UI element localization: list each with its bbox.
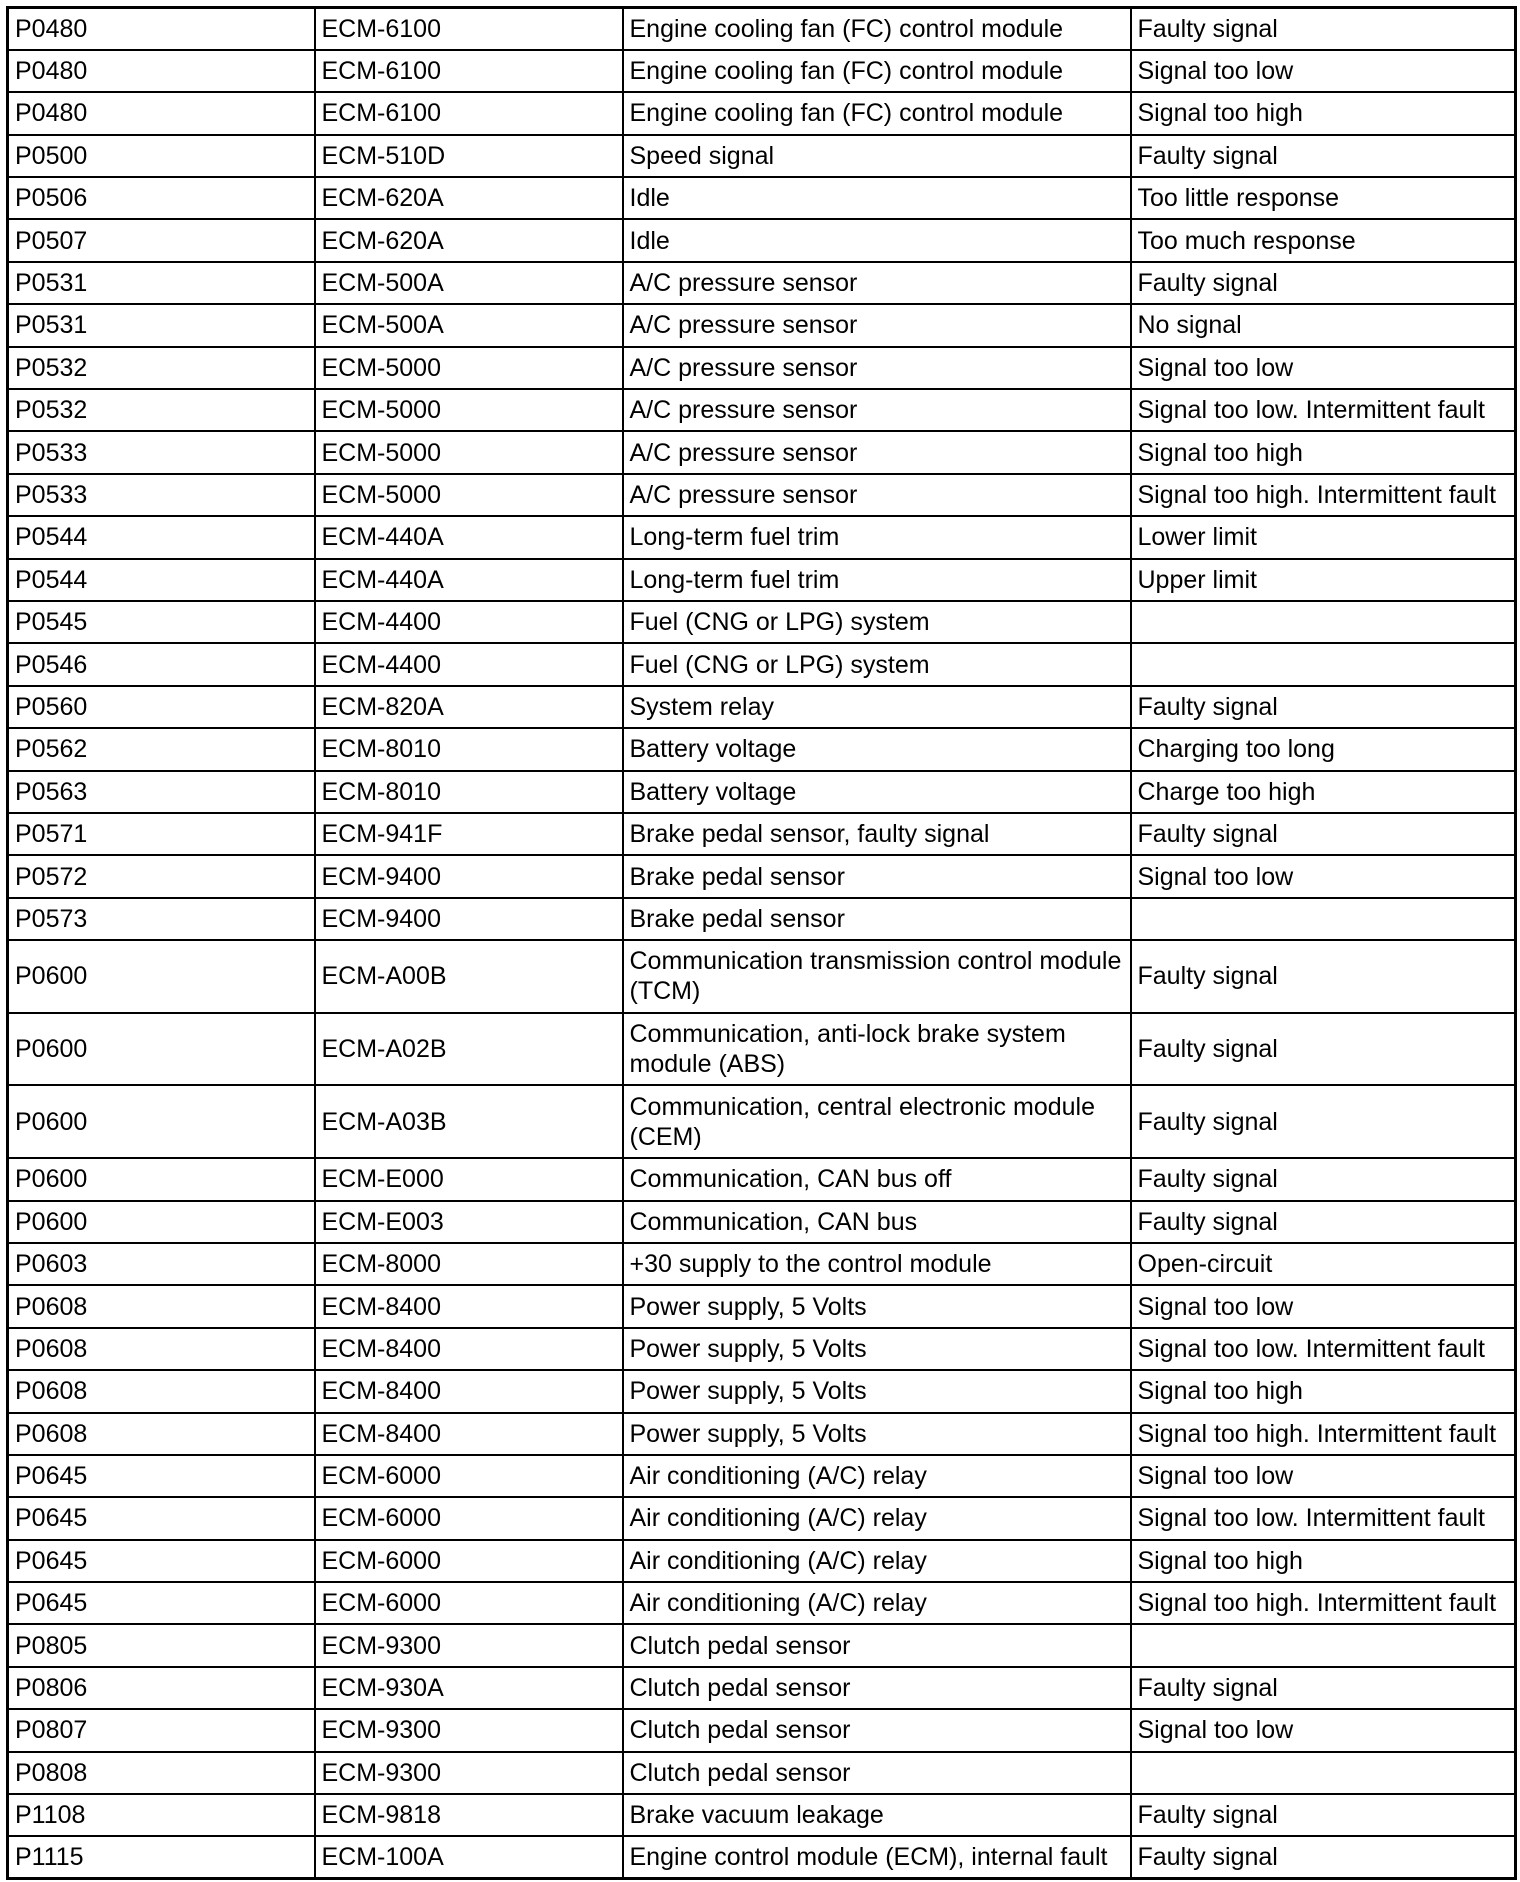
fault-description-cell: Faulty signal [1131,1667,1516,1709]
table-row [8,8,1516,50]
dtc-code-cell: P0563 [8,771,315,813]
table-row [8,1794,1516,1836]
fault-description-cell: Upper limit [1131,559,1516,601]
table-row [8,1582,1516,1624]
fault-description-cell: Too much response [1131,219,1516,261]
dtc-code-cell: P0600 [8,1085,315,1158]
table-row [8,389,1516,431]
fault-description-cell [1131,1752,1516,1794]
dtc-code-cell: P0608 [8,1413,315,1455]
component-cell: Engine control module (ECM), internal fault [623,1836,1131,1878]
component-cell: A/C pressure sensor [623,304,1131,346]
table-row [8,92,1516,134]
component-cell: Battery voltage [623,771,1131,813]
dtc-code-cell: P0600 [8,1013,315,1086]
ecm-id-cell: ECM-E000 [315,1158,623,1200]
table-row [8,50,1516,92]
dtc-code-cell: P0562 [8,728,315,770]
fault-description-cell: Signal too high [1131,92,1516,134]
fault-description-cell: Faulty signal [1131,686,1516,728]
component-cell: Idle [623,219,1131,261]
table-row [8,1013,1516,1086]
dtc-code-cell: P0600 [8,1201,315,1243]
ecm-id-cell: ECM-8400 [315,1413,623,1455]
ecm-id-cell: ECM-100A [315,1836,623,1878]
ecm-id-cell: ECM-6000 [315,1497,623,1539]
dtc-code-cell: P0531 [8,304,315,346]
table-row [8,1285,1516,1327]
table-row [8,1158,1516,1200]
table-row [8,219,1516,261]
component-cell: Power supply, 5 Volts [623,1328,1131,1370]
table-row [8,1243,1516,1285]
fault-description-cell: Faulty signal [1131,8,1516,50]
component-cell: A/C pressure sensor [623,431,1131,473]
dtc-code-cell: P0531 [8,262,315,304]
fault-description-cell: Faulty signal [1131,813,1516,855]
ecm-id-cell: ECM-E003 [315,1201,623,1243]
dtc-code-cell: P0533 [8,431,315,473]
dtc-code-cell: P0572 [8,855,315,897]
dtc-code-cell: P0544 [8,516,315,558]
table-row [8,728,1516,770]
component-cell: Idle [623,177,1131,219]
dtc-code-cell: P0807 [8,1709,315,1751]
fault-description-cell: Charge too high [1131,771,1516,813]
dtc-code-cell: P0573 [8,898,315,940]
component-cell: Engine cooling fan (FC) control module [623,92,1131,134]
ecm-id-cell: ECM-A03B [315,1085,623,1158]
fault-description-cell [1131,601,1516,643]
table-row [8,1624,1516,1666]
dtc-code-cell: P0645 [8,1540,315,1582]
dtc-table [6,6,1517,1880]
table-row [8,177,1516,219]
component-cell: Power supply, 5 Volts [623,1413,1131,1455]
ecm-id-cell: ECM-9300 [315,1624,623,1666]
dtc-code-cell: P0608 [8,1285,315,1327]
fault-description-cell: Faulty signal [1131,1836,1516,1878]
fault-description-cell: Lower limit [1131,516,1516,558]
table-row [8,898,1516,940]
component-cell: A/C pressure sensor [623,262,1131,304]
ecm-id-cell: ECM-620A [315,219,623,261]
dtc-code-cell: P0546 [8,643,315,685]
table-row [8,1370,1516,1412]
component-cell: Clutch pedal sensor [623,1752,1131,1794]
dtc-code-cell: P0608 [8,1328,315,1370]
component-cell: Air conditioning (A/C) relay [623,1455,1131,1497]
component-cell: Communication, CAN bus [623,1201,1131,1243]
component-cell: Battery voltage [623,728,1131,770]
table-row [8,431,1516,473]
dtc-code-cell: P0805 [8,1624,315,1666]
table-row [8,601,1516,643]
component-cell: Power supply, 5 Volts [623,1285,1131,1327]
ecm-id-cell: ECM-9818 [315,1794,623,1836]
ecm-id-cell: ECM-8000 [315,1243,623,1285]
fault-description-cell: Signal too high. Intermittent fault [1131,1413,1516,1455]
ecm-id-cell: ECM-620A [315,177,623,219]
table-row [8,1836,1516,1878]
fault-description-cell: Signal too high. Intermittent fault [1131,474,1516,516]
component-cell: Communication, central electronic module (CEM) [623,1085,1131,1158]
dtc-code-cell: P0600 [8,1158,315,1200]
fault-description-cell: Signal too high. Intermittent fault [1131,1582,1516,1624]
ecm-id-cell: ECM-A00B [315,940,623,1013]
table-row [8,1201,1516,1243]
dtc-code-cell: P0645 [8,1497,315,1539]
dtc-code-cell: P0645 [8,1455,315,1497]
ecm-id-cell: ECM-6000 [315,1582,623,1624]
fault-description-cell: Faulty signal [1131,1013,1516,1086]
component-cell: Long-term fuel trim [623,559,1131,601]
ecm-id-cell: ECM-6100 [315,50,623,92]
component-cell: Engine cooling fan (FC) control module [623,50,1131,92]
component-cell: Fuel (CNG or LPG) system [623,601,1131,643]
fault-description-cell: Signal too low. Intermittent fault [1131,389,1516,431]
ecm-id-cell: ECM-500A [315,262,623,304]
ecm-id-cell: ECM-9400 [315,898,623,940]
dtc-code-cell: P1115 [8,1836,315,1878]
ecm-id-cell: ECM-8400 [315,1370,623,1412]
ecm-id-cell: ECM-5000 [315,474,623,516]
ecm-id-cell: ECM-8010 [315,771,623,813]
component-cell: Brake pedal sensor [623,855,1131,897]
ecm-id-cell: ECM-440A [315,516,623,558]
dtc-code-cell: P0600 [8,940,315,1013]
ecm-id-cell: ECM-930A [315,1667,623,1709]
table-row [8,1328,1516,1370]
component-cell: Communication, anti-lock brake system module (ABS) [623,1013,1131,1086]
dtc-code-cell: P0608 [8,1370,315,1412]
fault-description-cell: Signal too high [1131,431,1516,473]
ecm-id-cell: ECM-440A [315,559,623,601]
ecm-id-cell: ECM-6100 [315,8,623,50]
ecm-id-cell: ECM-4400 [315,643,623,685]
table-row [8,1497,1516,1539]
fault-description-cell: Signal too low [1131,1455,1516,1497]
dtc-code-cell: P0560 [8,686,315,728]
fault-description-cell: Charging too long [1131,728,1516,770]
ecm-id-cell: ECM-941F [315,813,623,855]
component-cell: A/C pressure sensor [623,347,1131,389]
ecm-id-cell: ECM-8400 [315,1285,623,1327]
ecm-id-cell: ECM-5000 [315,347,623,389]
fault-description-cell: Signal too low [1131,347,1516,389]
fault-description-cell: Faulty signal [1131,262,1516,304]
table-row [8,1455,1516,1497]
component-cell: System relay [623,686,1131,728]
ecm-id-cell: ECM-8010 [315,728,623,770]
fault-description-cell: Signal too low [1131,1709,1516,1751]
fault-description-cell: Faulty signal [1131,940,1516,1013]
dtc-code-cell: P0806 [8,1667,315,1709]
dtc-code-cell: P0603 [8,1243,315,1285]
dtc-code-cell: P0533 [8,474,315,516]
ecm-id-cell: ECM-510D [315,135,623,177]
ecm-id-cell: ECM-4400 [315,601,623,643]
dtc-code-cell: P0480 [8,8,315,50]
fault-description-cell: Faulty signal [1131,135,1516,177]
fault-description-cell: Open-circuit [1131,1243,1516,1285]
component-cell: Speed signal [623,135,1131,177]
table-row [8,813,1516,855]
table-row [8,559,1516,601]
fault-description-cell: No signal [1131,304,1516,346]
ecm-id-cell: ECM-9300 [315,1752,623,1794]
component-cell: Engine cooling fan (FC) control module [623,8,1131,50]
table-row [8,347,1516,389]
component-cell: Clutch pedal sensor [623,1667,1131,1709]
table-row [8,474,1516,516]
component-cell: Clutch pedal sensor [623,1709,1131,1751]
dtc-code-cell: P0480 [8,50,315,92]
table-row [8,1709,1516,1751]
ecm-id-cell: ECM-8400 [315,1328,623,1370]
dtc-code-cell: P1108 [8,1794,315,1836]
fault-description-cell: Signal too high [1131,1540,1516,1582]
table-row [8,262,1516,304]
fault-description-cell: Signal too high [1131,1370,1516,1412]
ecm-id-cell: ECM-820A [315,686,623,728]
component-cell: A/C pressure sensor [623,389,1131,431]
component-cell: Communication transmission control module (TCM) [623,940,1131,1013]
ecm-id-cell: ECM-500A [315,304,623,346]
table-row [8,1540,1516,1582]
component-cell: Air conditioning (A/C) relay [623,1497,1131,1539]
dtc-code-cell: P0480 [8,92,315,134]
table-row [8,686,1516,728]
fault-description-cell: Faulty signal [1131,1794,1516,1836]
fault-description-cell: Signal too low. Intermittent fault [1131,1328,1516,1370]
component-cell: Clutch pedal sensor [623,1624,1131,1666]
fault-description-cell: Signal too low [1131,855,1516,897]
table-row [8,855,1516,897]
fault-description-cell: Faulty signal [1131,1158,1516,1200]
fault-description-cell [1131,898,1516,940]
table-row [8,304,1516,346]
fault-description-cell: Signal too low [1131,1285,1516,1327]
fault-description-cell: Signal too low. Intermittent fault [1131,1497,1516,1539]
component-cell: Brake pedal sensor, faulty signal [623,813,1131,855]
table-row [8,135,1516,177]
ecm-id-cell: ECM-9300 [315,1709,623,1751]
dtc-code-cell: P0532 [8,389,315,431]
table-row [8,1667,1516,1709]
dtc-table-body [8,8,1516,1879]
dtc-code-cell: P0544 [8,559,315,601]
table-row [8,1752,1516,1794]
fault-description-cell: Too little response [1131,177,1516,219]
ecm-id-cell: ECM-9400 [315,855,623,897]
table-row [8,771,1516,813]
table-row [8,1085,1516,1158]
component-cell: Brake pedal sensor [623,898,1131,940]
fault-description-cell [1131,643,1516,685]
component-cell: Fuel (CNG or LPG) system [623,643,1131,685]
component-cell: Long-term fuel trim [623,516,1131,558]
dtc-code-cell: P0571 [8,813,315,855]
component-cell: Power supply, 5 Volts [623,1370,1131,1412]
dtc-code-cell: P0532 [8,347,315,389]
fault-description-cell: Signal too low [1131,50,1516,92]
ecm-id-cell: ECM-5000 [315,431,623,473]
dtc-code-cell: P0545 [8,601,315,643]
fault-description-cell: Faulty signal [1131,1201,1516,1243]
fault-description-cell: Faulty signal [1131,1085,1516,1158]
ecm-id-cell: ECM-6000 [315,1455,623,1497]
component-cell: Air conditioning (A/C) relay [623,1582,1131,1624]
dtc-code-cell: P0507 [8,219,315,261]
fault-description-cell [1131,1624,1516,1666]
ecm-id-cell: ECM-6000 [315,1540,623,1582]
dtc-code-cell: P0645 [8,1582,315,1624]
component-cell: Brake vacuum leakage [623,1794,1131,1836]
table-row [8,516,1516,558]
component-cell: Communication, CAN bus off [623,1158,1131,1200]
ecm-id-cell: ECM-6100 [315,92,623,134]
ecm-id-cell: ECM-5000 [315,389,623,431]
dtc-code-cell: P0808 [8,1752,315,1794]
table-row [8,1413,1516,1455]
table-row [8,643,1516,685]
dtc-code-cell: P0506 [8,177,315,219]
component-cell: +30 supply to the control module [623,1243,1131,1285]
component-cell: A/C pressure sensor [623,474,1131,516]
ecm-id-cell: ECM-A02B [315,1013,623,1086]
dtc-code-cell: P0500 [8,135,315,177]
table-row [8,940,1516,1013]
component-cell: Air conditioning (A/C) relay [623,1540,1131,1582]
